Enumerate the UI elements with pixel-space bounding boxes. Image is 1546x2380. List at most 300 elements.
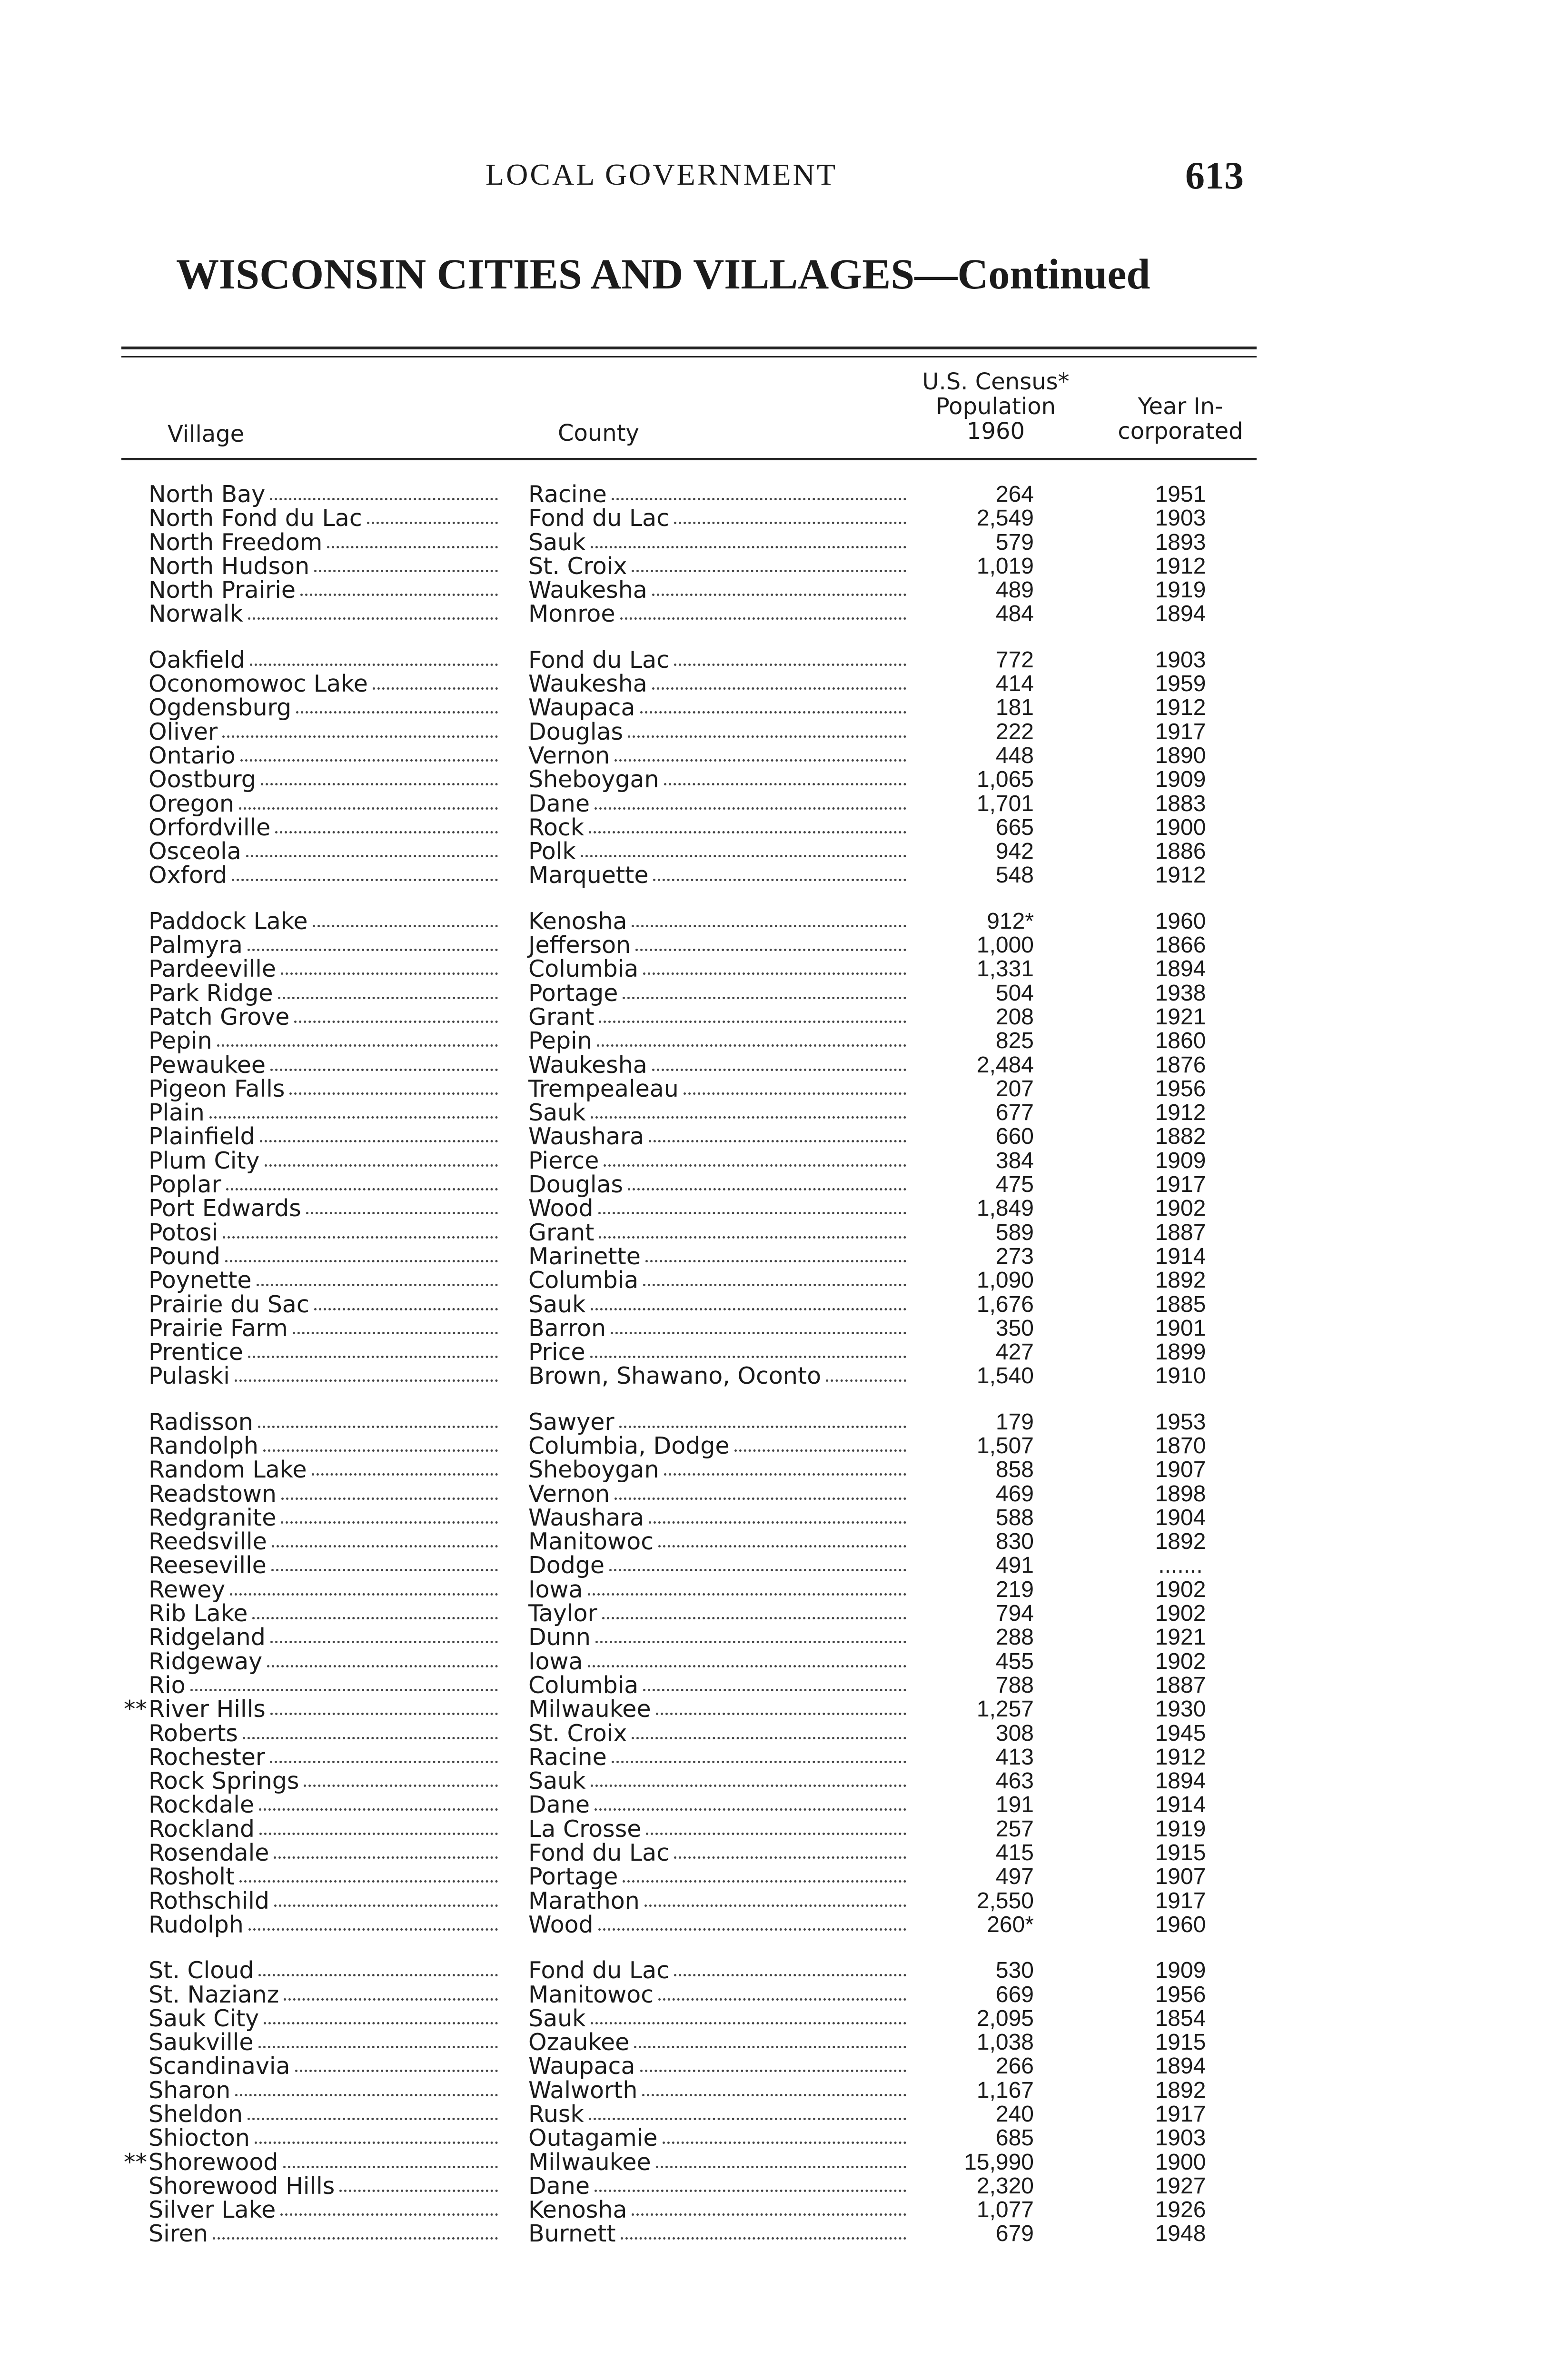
county-cell: [528, 506, 909, 530]
county-cell: [528, 2076, 909, 2104]
table-row: [0, 1314, 1546, 1342]
county-name: La Crosse: [528, 1815, 642, 1843]
village-cell: [149, 1029, 501, 1053]
table-row: [0, 768, 1546, 792]
leader-dots: [270, 1697, 498, 1715]
year-cell: 1892: [1155, 1268, 1206, 1293]
county-cell: [528, 1983, 909, 2007]
table-row: [0, 1029, 1546, 1053]
county-cell: [528, 2102, 909, 2126]
village-cell: [149, 1959, 501, 1983]
leader-dots: [643, 1674, 906, 1691]
population-cell: 179: [995, 1409, 1034, 1435]
village-cell: [149, 552, 501, 580]
leader-dots: [591, 1769, 906, 1787]
year-cell: 1904: [1155, 1505, 1206, 1530]
county-name: Pierce: [528, 1147, 599, 1174]
table-row: [0, 1959, 1546, 1983]
leader-dots: [259, 1793, 498, 1811]
population-cell: 1,701: [976, 791, 1034, 816]
leader-dots: [591, 1101, 906, 1119]
leader-dots: [581, 840, 906, 857]
leader-dots: [734, 1434, 906, 1452]
year-cell: 1948: [1155, 2221, 1206, 2247]
leader-dots: [649, 1506, 906, 1524]
village-name: Port Edwards: [149, 1195, 301, 1222]
village-name: St. Cloud: [149, 1957, 254, 1984]
village-cell: [149, 528, 501, 556]
village-name: Readstown: [149, 1480, 277, 1507]
county-name: Outagamie: [528, 2124, 658, 2152]
village-name: Patch Grove: [149, 1003, 290, 1031]
county-name: Burnett: [528, 2220, 616, 2248]
county-name: Grant: [528, 1003, 595, 1031]
table-row: [0, 1647, 1546, 1675]
leader-dots: [278, 982, 498, 999]
county-name: Fond du Lac: [528, 1957, 670, 1984]
county-cell: [528, 2126, 909, 2150]
year-cell: 1953: [1155, 1409, 1206, 1435]
population-cell: 264: [995, 482, 1034, 507]
table-row: [0, 1865, 1546, 1889]
population-cell: 208: [995, 1004, 1034, 1030]
village-name: Sheldon: [149, 2101, 243, 2128]
village-cell: [149, 578, 501, 602]
year-header-line1: Year In-: [1138, 393, 1223, 420]
village-name: Plainfield: [149, 1123, 255, 1150]
village-cell: [149, 840, 501, 863]
year-cell: 1907: [1155, 1457, 1206, 1483]
leader-dots: [217, 1029, 498, 1047]
village-name: Sharon: [149, 2076, 231, 2104]
leader-dots: [209, 1101, 498, 1119]
county-name: St. Croix: [528, 552, 627, 580]
population-cell: 1,019: [976, 553, 1034, 579]
leader-dots: [263, 1434, 498, 1452]
village-cell: [149, 1530, 501, 1554]
county-cell: [528, 768, 909, 792]
table-row: [0, 1983, 1546, 2007]
leader-dots: [213, 2222, 498, 2240]
village-name: Park Ridge: [149, 979, 273, 1007]
leader-dots: [274, 1841, 498, 1859]
table-row: [0, 528, 1546, 556]
county-cell: [528, 1793, 909, 1817]
county-cell: [528, 552, 909, 580]
table-row: [0, 602, 1546, 626]
table-row: [0, 1769, 1546, 1793]
village-cell: [149, 720, 501, 744]
letter-group: [0, 1410, 1546, 1937]
county-cell: [528, 933, 909, 957]
village-cell: [149, 1602, 501, 1626]
population-cell: 685: [995, 2125, 1034, 2151]
county-name: Marathon: [528, 1887, 640, 1914]
column-header-population: [901, 369, 1091, 444]
village-name: Shorewood Hills: [149, 2172, 335, 2200]
population-cell: 427: [995, 1339, 1034, 1365]
leader-dots: [274, 1889, 498, 1907]
leader-dots: [674, 506, 906, 524]
population-cell: 181: [995, 695, 1034, 721]
table-row: [0, 2174, 1546, 2198]
leader-dots: [656, 2151, 906, 2168]
village-cell: [149, 1745, 501, 1769]
leader-dots: [260, 1125, 498, 1142]
table-row: [0, 1745, 1546, 1769]
leader-dots: [339, 2174, 498, 2192]
county-name: Sawyer: [528, 1408, 614, 1436]
population-cell: 491: [995, 1553, 1034, 1578]
county-name: Columbia: [528, 1671, 639, 1699]
village-name: Prentice: [149, 1339, 243, 1366]
table-row: [0, 552, 1546, 580]
county-cell: [528, 2222, 909, 2246]
county-cell: [528, 1506, 909, 1530]
county-name: Waukesha: [528, 670, 647, 698]
population-cell: 1,331: [976, 956, 1034, 982]
village-cell: [149, 1554, 501, 1577]
population-cell: 669: [995, 1982, 1034, 2007]
village-table: [0, 483, 1546, 2246]
year-header-line2: corporated: [1118, 418, 1243, 445]
population-cell: 825: [995, 1028, 1034, 1054]
leader-dots: [612, 1745, 906, 1763]
village-cell: [149, 1626, 501, 1649]
leader-dots: [258, 2031, 498, 2048]
population-cell: 2,320: [976, 2173, 1034, 2199]
year-cell: 1960: [1155, 1912, 1206, 1937]
leader-dots: [614, 1482, 906, 1500]
county-cell: [528, 1647, 909, 1675]
county-name: Fond du Lac: [528, 646, 670, 674]
table-row: [0, 2198, 1546, 2222]
county-name: Rock: [528, 813, 585, 841]
county-name: Polk: [528, 838, 576, 865]
population-cell: 1,090: [976, 1268, 1034, 1293]
table-row: [0, 720, 1546, 744]
table-row: [0, 1602, 1546, 1626]
county-name: Pepin: [528, 1027, 592, 1055]
table-row: [0, 1077, 1546, 1101]
population-cell: 219: [995, 1577, 1034, 1602]
table-row: [0, 1173, 1546, 1197]
leader-dots: [632, 2198, 906, 2216]
county-cell: [528, 1602, 909, 1626]
table-row: [0, 1578, 1546, 1602]
village-cell: [149, 672, 501, 696]
county-cell: [528, 696, 909, 720]
year-cell: 1900: [1155, 2149, 1206, 2175]
table-row: [0, 1530, 1546, 1554]
population-cell: 484: [995, 601, 1034, 627]
county-name: Columbia: [528, 1267, 639, 1294]
table-row: [0, 506, 1546, 530]
year-cell: 1917: [1155, 2102, 1206, 2127]
county-name: Milwaukee: [528, 2148, 651, 2176]
village-cell: [149, 2076, 501, 2104]
leader-dots: [304, 1769, 498, 1787]
table-row: [0, 863, 1546, 887]
village-name: Orfordville: [149, 813, 271, 841]
year-cell: 1912: [1155, 553, 1206, 579]
county-cell: [528, 1959, 909, 1983]
table-row: [0, 2054, 1546, 2078]
leader-dots: [674, 648, 906, 666]
leader-dots: [589, 816, 906, 833]
population-cell: 1,257: [976, 1696, 1034, 1722]
village-cell: [149, 1221, 501, 1245]
county-cell: [528, 1269, 909, 1292]
table-row: [0, 1197, 1546, 1220]
page-number: 613: [1185, 154, 1244, 197]
table-row: [0, 2031, 1546, 2054]
county-cell: [528, 720, 909, 744]
village-name: Rockland: [149, 1815, 255, 1843]
county-cell: [528, 1053, 909, 1077]
village-cell: [149, 1077, 501, 1101]
village-name: Norwalk: [149, 600, 243, 628]
village-cell: [149, 1817, 501, 1841]
village-name: North Hudson: [149, 552, 310, 580]
year-cell: 1899: [1155, 1339, 1206, 1365]
leader-dots: [257, 1269, 498, 1286]
village-cell: [149, 863, 501, 887]
table-row: [0, 1554, 1546, 1577]
table-row: [0, 1671, 1546, 1699]
population-cell: 1,000: [976, 932, 1034, 958]
header-rule: [121, 458, 1257, 460]
village-cell: [149, 1125, 501, 1149]
year-cell: 1956: [1155, 1982, 1206, 2007]
village-name: Paddock Lake: [149, 907, 308, 935]
year-cell: 1945: [1155, 1720, 1206, 1746]
table-row: [0, 2222, 1546, 2246]
village-cell: [149, 1889, 501, 1913]
leader-dots: [246, 840, 498, 857]
county-name: Kenosha: [528, 907, 627, 935]
village-cell: [149, 744, 501, 768]
village-cell: [149, 1913, 501, 1937]
village-cell: [149, 2222, 501, 2246]
village-name: Rothschild: [149, 1887, 269, 1914]
year-cell: 1900: [1155, 814, 1206, 840]
population-cell: 677: [995, 1100, 1034, 1126]
table-row: [0, 1697, 1546, 1721]
population-cell: 15,990: [964, 2149, 1034, 2175]
year-cell: 1910: [1155, 1363, 1206, 1389]
table-row: [0, 1719, 1546, 1747]
county-name: Dane: [528, 790, 590, 817]
year-cell: 1909: [1155, 1958, 1206, 1983]
year-cell: 1960: [1155, 908, 1206, 934]
leader-dots: [588, 1578, 906, 1596]
year-cell: 1959: [1155, 671, 1206, 697]
year-cell: 1912: [1155, 695, 1206, 721]
county-cell: [528, 1458, 909, 1482]
village-cell: [149, 768, 501, 792]
village-cell: [149, 1410, 501, 1434]
year-cell: 1854: [1155, 2005, 1206, 2031]
village-cell: [124, 2148, 501, 2176]
leader-dots: [623, 1865, 906, 1883]
county-cell: [528, 2031, 909, 2054]
leader-dots: [283, 2151, 498, 2168]
population-cell: 788: [995, 1672, 1034, 1698]
leader-dots: [599, 1005, 906, 1023]
table-row: [0, 1005, 1546, 1029]
population-cell: 1,849: [976, 1196, 1034, 1221]
table-row: [0, 1434, 1546, 1458]
leader-dots: [597, 1029, 906, 1047]
village-name: Shiocton: [149, 2124, 250, 2152]
county-cell: [528, 1913, 909, 1937]
year-cell: 1909: [1155, 1148, 1206, 1173]
table-row: [0, 1242, 1546, 1270]
village-name: Potosi: [149, 1219, 218, 1246]
village-name: North Fond du Lac: [149, 505, 362, 532]
leader-dots: [275, 816, 498, 833]
village-cell: [149, 1005, 501, 1029]
village-name: Oostburg: [149, 766, 256, 793]
population-cell: 1,038: [976, 2030, 1034, 2055]
county-name: Sheboygan: [528, 1456, 659, 1484]
leader-dots: [271, 1554, 498, 1571]
county-cell: [528, 1314, 909, 1342]
leader-dots: [635, 933, 906, 951]
leader-dots: [643, 957, 906, 975]
leader-dots: [590, 1340, 906, 1358]
village-name: Pulaski: [149, 1362, 230, 1390]
village-name: Rockdale: [149, 1791, 255, 1819]
leader-dots: [658, 1983, 906, 2001]
leader-dots: [656, 1697, 906, 1715]
county-name: Milwaukee: [528, 1696, 651, 1723]
leader-dots: [640, 2054, 907, 2072]
table-row: [0, 696, 1546, 720]
county-cell: [528, 957, 909, 981]
year-cell: 1903: [1155, 647, 1206, 673]
county-cell: [528, 1340, 909, 1364]
county-cell: [528, 792, 909, 816]
leader-dots: [632, 1722, 906, 1739]
population-cell: 350: [995, 1315, 1034, 1341]
year-cell: 1903: [1155, 506, 1206, 531]
village-name: River Hills: [149, 1696, 266, 1723]
year-cell: 1894: [1155, 1768, 1206, 1794]
year-cell: 1912: [1155, 1744, 1206, 1770]
village-cell: [149, 696, 501, 720]
village-name: Rib Lake: [149, 1600, 248, 1627]
village-name: Pound: [149, 1242, 220, 1270]
table-row: [0, 1364, 1546, 1388]
village-name: Oconomowoc Lake: [149, 670, 368, 698]
village-name: Redgranite: [149, 1504, 277, 1531]
population-cell: 475: [995, 1172, 1034, 1198]
county-name: Waushara: [528, 1504, 644, 1531]
leader-dots: [258, 1959, 498, 1976]
year-cell: 1887: [1155, 1220, 1206, 1245]
village-cell: [149, 1719, 501, 1747]
village-cell: [149, 1173, 501, 1197]
table-row: [0, 933, 1546, 957]
table-row: [0, 1221, 1546, 1245]
leader-dots: [314, 555, 498, 572]
population-cell: 191: [995, 1792, 1034, 1818]
leader-dots: [598, 1197, 906, 1214]
county-name: Columbia: [528, 955, 639, 983]
population-cell: 448: [995, 743, 1034, 768]
population-cell: 497: [995, 1864, 1034, 1890]
leader-dots: [598, 1913, 906, 1931]
letter-group: [0, 648, 1546, 888]
population-cell: 2,484: [976, 1052, 1034, 1078]
population-cell: 1,540: [976, 1363, 1034, 1389]
county-name: Kenosha: [528, 2196, 627, 2224]
year-cell: 1909: [1155, 767, 1206, 793]
year-cell: 1938: [1155, 980, 1206, 1006]
village-name: Rudolph: [149, 1911, 244, 1938]
year-cell: 1903: [1155, 2125, 1206, 2151]
leader-dots: [595, 2174, 906, 2192]
county-cell: [528, 2004, 909, 2032]
year-cell: 1907: [1155, 1864, 1206, 1890]
village-cell: [149, 2126, 501, 2150]
county-cell: [528, 1865, 909, 1889]
column-header-county: County: [558, 420, 639, 446]
year-cell: 1926: [1155, 2197, 1206, 2223]
county-name: Rusk: [528, 2101, 584, 2128]
leader-dots: [663, 2126, 907, 2144]
county-cell: [528, 2198, 909, 2222]
population-cell: 912*: [987, 908, 1034, 934]
year-cell: 1894: [1155, 956, 1206, 982]
county-name: Jefferson: [528, 932, 631, 959]
leader-dots: [265, 1149, 498, 1167]
year-cell: 1886: [1155, 839, 1206, 864]
village-cell: [149, 2004, 501, 2032]
county-cell: [528, 483, 909, 506]
year-cell: 1914: [1155, 1243, 1206, 1269]
population-cell: 384: [995, 1148, 1034, 1173]
village-name: Reedsville: [149, 1528, 267, 1556]
county-name: Dane: [528, 2172, 590, 2200]
county-name: Racine: [528, 1743, 607, 1771]
county-name: Waushara: [528, 1123, 644, 1150]
population-cell: 679: [995, 2221, 1034, 2247]
leader-dots: [628, 1173, 906, 1190]
population-header-line3: 1960: [966, 418, 1025, 445]
village-cell: [149, 602, 501, 626]
village-cell: [149, 792, 501, 816]
county-cell: [528, 1197, 909, 1220]
leader-dots: [595, 1793, 906, 1811]
leader-dots: [239, 792, 498, 810]
table-row: [0, 1290, 1546, 1318]
village-cell: [149, 483, 501, 506]
leader-dots: [270, 1745, 498, 1763]
village-name: Prairie Farm: [149, 1314, 288, 1342]
population-cell: 266: [995, 2053, 1034, 2079]
table-row: [0, 1817, 1546, 1841]
year-cell: 1912: [1155, 863, 1206, 888]
leader-dots: [602, 1602, 906, 1619]
county-name: Iowa: [528, 1576, 583, 1603]
leader-dots: [248, 1340, 498, 1358]
leader-dots: [664, 1458, 906, 1476]
leader-dots: [250, 648, 498, 666]
leader-dots: [272, 1530, 498, 1547]
